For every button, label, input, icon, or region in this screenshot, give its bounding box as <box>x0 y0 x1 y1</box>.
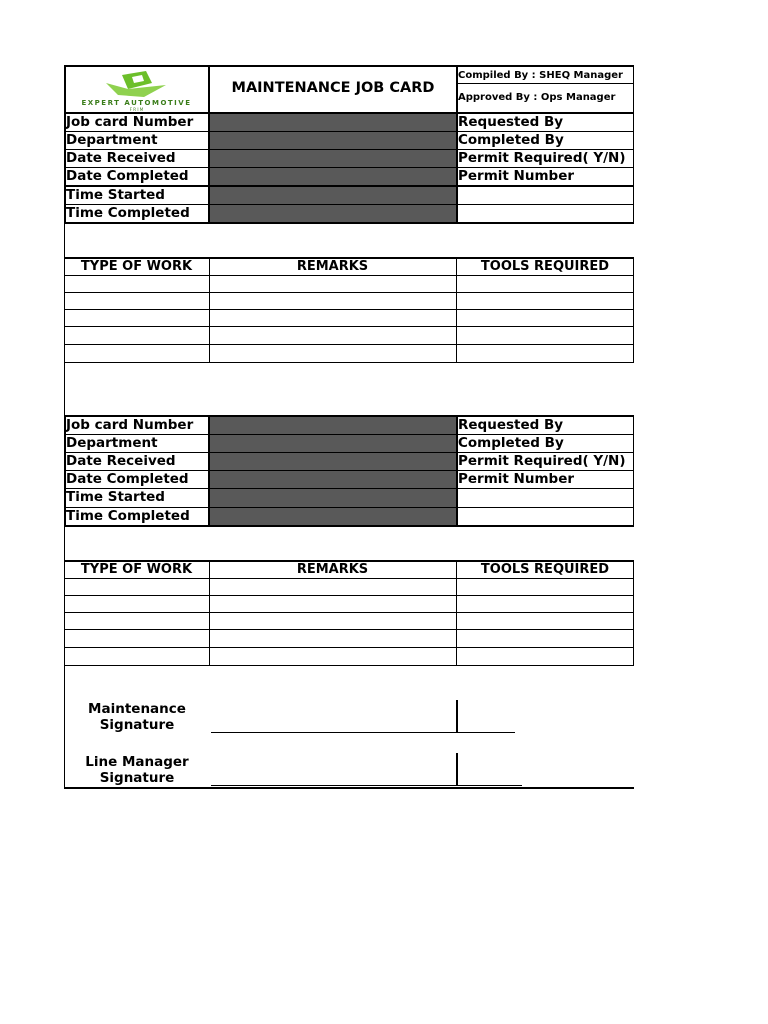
job-card-sheet <box>64 65 634 789</box>
logo-subtext: F R I M <box>129 107 144 112</box>
label-date-received-2: Date Received <box>66 453 176 469</box>
label-date-completed-2: Date Completed <box>66 471 189 487</box>
work-table-row[interactable] <box>65 630 633 647</box>
page-title: MAINTENANCE JOB CARD <box>231 80 435 96</box>
label-permit-required: Permit Required( Y/N) <box>458 150 626 166</box>
col-tools-required-2: TOOLS REQUIRED <box>480 562 610 577</box>
label-job-card-number: Job card Number <box>66 114 194 130</box>
work-table-row[interactable] <box>65 293 633 309</box>
logo <box>66 69 207 113</box>
work-table-row[interactable] <box>65 579 633 595</box>
col-tools-required: TOOLS REQUIRED <box>480 259 610 274</box>
work-table-row[interactable] <box>65 648 633 665</box>
label-requested-by: Requested By <box>458 114 564 130</box>
approved-by: Approved By : Ops Manager <box>458 92 616 103</box>
work-table-row[interactable] <box>65 596 633 612</box>
label-time-started-2: Time Started <box>66 489 165 505</box>
work-table-row[interactable] <box>65 310 633 326</box>
line-manager-signature-label: Line Manager Signature <box>85 754 189 786</box>
label-time-completed: Time Completed <box>66 205 190 221</box>
col-type-of-work: TYPE OF WORK <box>80 259 193 274</box>
col-remarks-2: REMARKS <box>296 562 369 577</box>
label-completed-by: Completed By <box>458 132 564 148</box>
label-date-completed: Date Completed <box>66 168 189 184</box>
maintenance-signature-label: Maintenance Signature <box>88 701 186 733</box>
col-remarks: REMARKS <box>296 259 369 274</box>
compiled-by: Compiled By : SHEQ Manager <box>458 70 623 81</box>
label-permit-number: Permit Number <box>458 168 575 184</box>
work-table-row[interactable] <box>65 613 633 629</box>
label-date-received: Date Received <box>66 150 176 166</box>
label-permit-number-2: Permit Number <box>458 471 575 487</box>
label-job-card-number-2: Job card Number <box>66 417 194 433</box>
line-manager-signature-line[interactable] <box>211 785 522 786</box>
logo-text: EXPERT AUTOMOTIVE <box>81 99 192 107</box>
label-time-started: Time Started <box>66 187 165 203</box>
label-completed-by-2: Completed By <box>458 435 564 451</box>
maintenance-signature-line[interactable] <box>211 732 515 733</box>
label-time-completed-2: Time Completed <box>66 508 190 524</box>
label-requested-by-2: Requested By <box>458 417 564 433</box>
col-type-of-work-2: TYPE OF WORK <box>80 562 193 577</box>
work-table-row[interactable] <box>65 327 633 344</box>
label-department-2: Department <box>66 435 158 451</box>
work-table-row[interactable] <box>65 276 633 292</box>
label-department: Department <box>66 132 158 148</box>
label-permit-required-2: Permit Required( Y/N) <box>458 453 626 469</box>
work-table-row[interactable] <box>65 345 633 362</box>
